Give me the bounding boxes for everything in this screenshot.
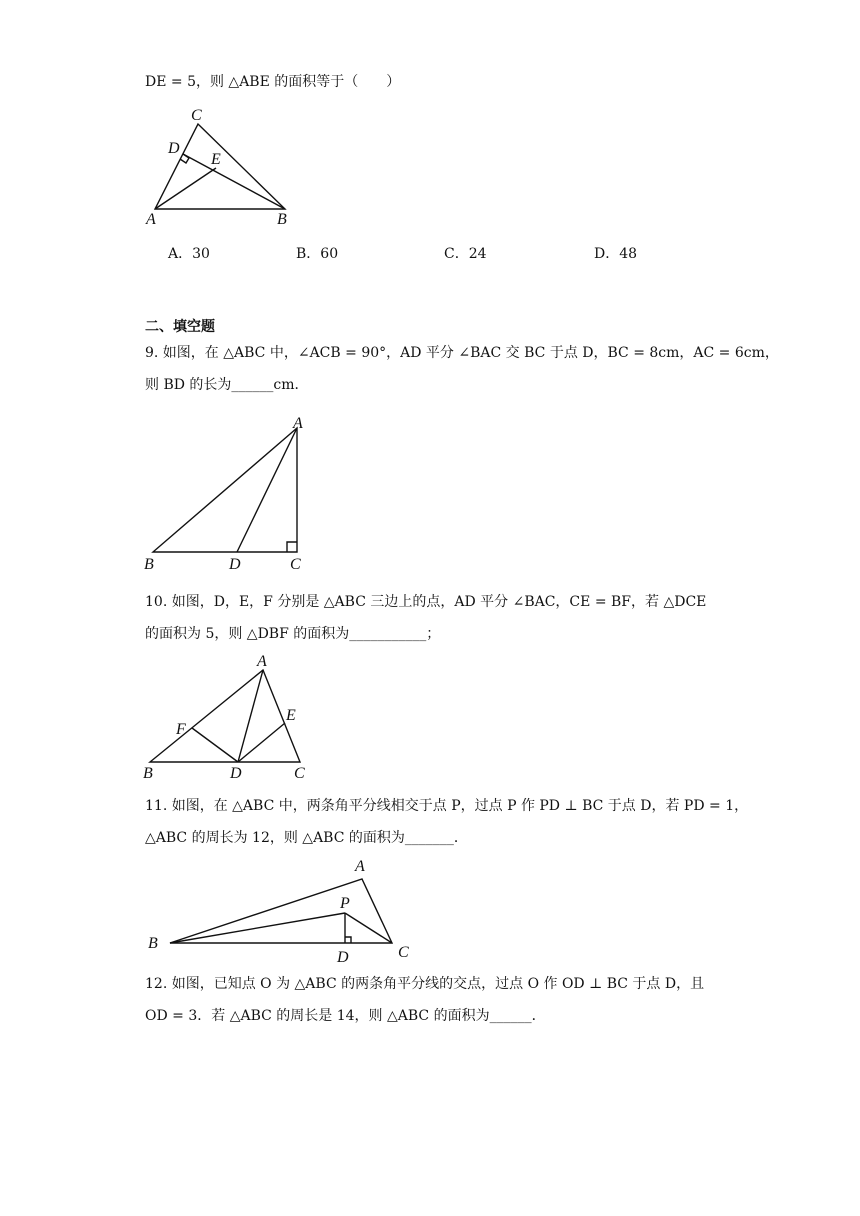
- q8-segment-bd: [183, 154, 285, 209]
- q9-label-a: A: [293, 415, 303, 432]
- q9-triangle-abc: [153, 428, 297, 552]
- q9-segment-ad: [237, 428, 297, 552]
- section-title: 二、填空题: [145, 319, 215, 335]
- q8-label-c: C: [191, 107, 202, 124]
- q8-label-d: D: [168, 140, 180, 157]
- q10-figure: [143, 653, 305, 782]
- q9-label-c: C: [290, 556, 301, 573]
- q8-label-a: A: [146, 211, 156, 228]
- q9-label-d: D: [229, 556, 241, 573]
- q8-text: DE = 5，则 △ABE 的面积等于（ ）: [145, 74, 401, 90]
- q9-label-b: B: [144, 556, 154, 573]
- q11-label-b: B: [148, 935, 158, 952]
- q8-segment-ae: [155, 168, 216, 209]
- q8-option-c: C．24: [444, 246, 487, 262]
- q11-right-angle-mark: [345, 937, 351, 943]
- q8-label-e: E: [211, 151, 221, 168]
- q9-line2: 则 BD 的长为______cm．: [145, 377, 309, 393]
- q11-label-d: D: [337, 949, 349, 966]
- q11-triangle-abc: [170, 879, 392, 943]
- q12-line1: 12. 如图，已知点 O 为 △ABC 的两条角平分线的交点，过点 O 作 OD ⊥ BC 于点 D，且: [145, 976, 705, 992]
- q11-label-p: P: [340, 895, 350, 912]
- q10-label-d: D: [230, 765, 242, 782]
- q11-line1: 11. 如图，在 △ABC 中，两条角平分线相交于点 P，过点 P 作 PD ⊥ BC 于点 D，若 PD = 1，: [145, 798, 749, 814]
- q8-option-d: D．48: [594, 246, 638, 262]
- q10-segment-fd: [192, 728, 238, 762]
- q8-option-a: A．30: [168, 246, 210, 262]
- q10-segment-ad: [238, 670, 263, 762]
- q10-label-f: F: [176, 721, 186, 738]
- q10-line1: 10. 如图，D，E，F 分别是 △ABC 三边上的点，AD 平分 ∠BAC，CE = BF，若 △DCE: [145, 594, 707, 610]
- q11-label-c: C: [398, 944, 409, 961]
- q11-segment-bp: [170, 913, 345, 943]
- q8-figure: [145, 107, 287, 228]
- q10-label-e: E: [286, 707, 296, 724]
- q10-segment-ed: [238, 723, 285, 762]
- q8-option-b: B．60: [296, 246, 339, 262]
- q9-line1: 9. 如图，在 △ABC 中，∠ACB = 90°，AD 平分 ∠BAC 交 BC 于点 D，BC = 8cm，AC = 6cm，: [145, 345, 779, 361]
- q10-label-c: C: [294, 765, 305, 782]
- q8-label-b: B: [277, 211, 287, 228]
- q10-triangle-abc: [150, 670, 300, 762]
- q11-label-a: A: [355, 858, 365, 875]
- q8-right-angle-mark: [180, 154, 189, 163]
- q10-label-a: A: [257, 653, 267, 670]
- q10-line2: 的面积为 5，则 △DBF 的面积为___________；: [145, 626, 441, 642]
- q11-figure: [148, 858, 409, 966]
- q9-figure: [144, 415, 303, 573]
- q12-line2: OD = 3．若 △ABC 的周长是 14，则 △ABC 的面积为______．: [145, 1008, 546, 1024]
- q10-label-b: B: [143, 765, 153, 782]
- q9-right-angle-mark: [287, 542, 297, 552]
- q11-line2: △ABC 的周长为 12，则 △ABC 的面积为_______．: [145, 830, 468, 846]
